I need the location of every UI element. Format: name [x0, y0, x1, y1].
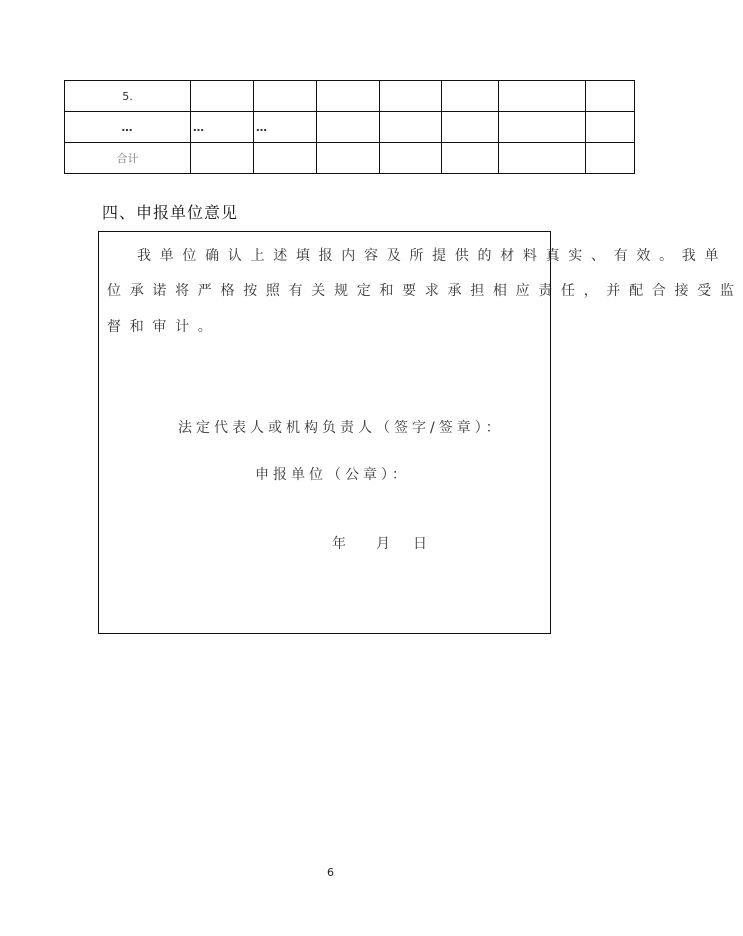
page-number: 6 [327, 866, 334, 879]
table-cell [317, 81, 380, 112]
table-row [65, 81, 635, 112]
row-label-total: 合计 [65, 143, 191, 174]
summary-table [64, 80, 635, 174]
table-cell [380, 81, 442, 112]
date-day: 日 [413, 536, 431, 552]
table-cell [191, 143, 254, 174]
table-cell [254, 143, 317, 174]
table-cell [442, 81, 499, 112]
statement-line: 我单位确认上述填报内容及所提供的材料真实、有效。我单 [137, 248, 728, 264]
table-row [65, 112, 635, 143]
row-label: 5. [65, 81, 191, 112]
table-cell [586, 112, 635, 143]
date-month: 月 [376, 536, 394, 552]
table-cell [586, 81, 635, 112]
statement-line: 位承诺将严格按照有关规定和要求承担相应责任，并配合接受监 [107, 283, 743, 299]
table-cell: … [254, 112, 317, 143]
table-cell [254, 81, 317, 112]
table-cell [442, 143, 499, 174]
row-label: … [65, 112, 191, 143]
table-cell [499, 143, 586, 174]
table-cell [499, 81, 586, 112]
statement-line: 督和审计。 [107, 319, 221, 335]
unit-seal-label: 申报单位（公章）： [255, 467, 410, 483]
table-cell [442, 112, 499, 143]
date-year: 年 [332, 536, 350, 552]
table-cell [380, 143, 442, 174]
table-cell [586, 143, 635, 174]
table-cell [499, 112, 586, 143]
legal-representative-label: 法定代表人或机构负责人（签字/签章）： [178, 420, 504, 436]
section-heading: 四、申报单位意见 [102, 203, 239, 222]
table-cell [380, 112, 442, 143]
table-cell [317, 143, 380, 174]
table-cell [191, 81, 254, 112]
table-cell [317, 112, 380, 143]
table-cell: … [191, 112, 254, 143]
table-row [65, 143, 635, 174]
